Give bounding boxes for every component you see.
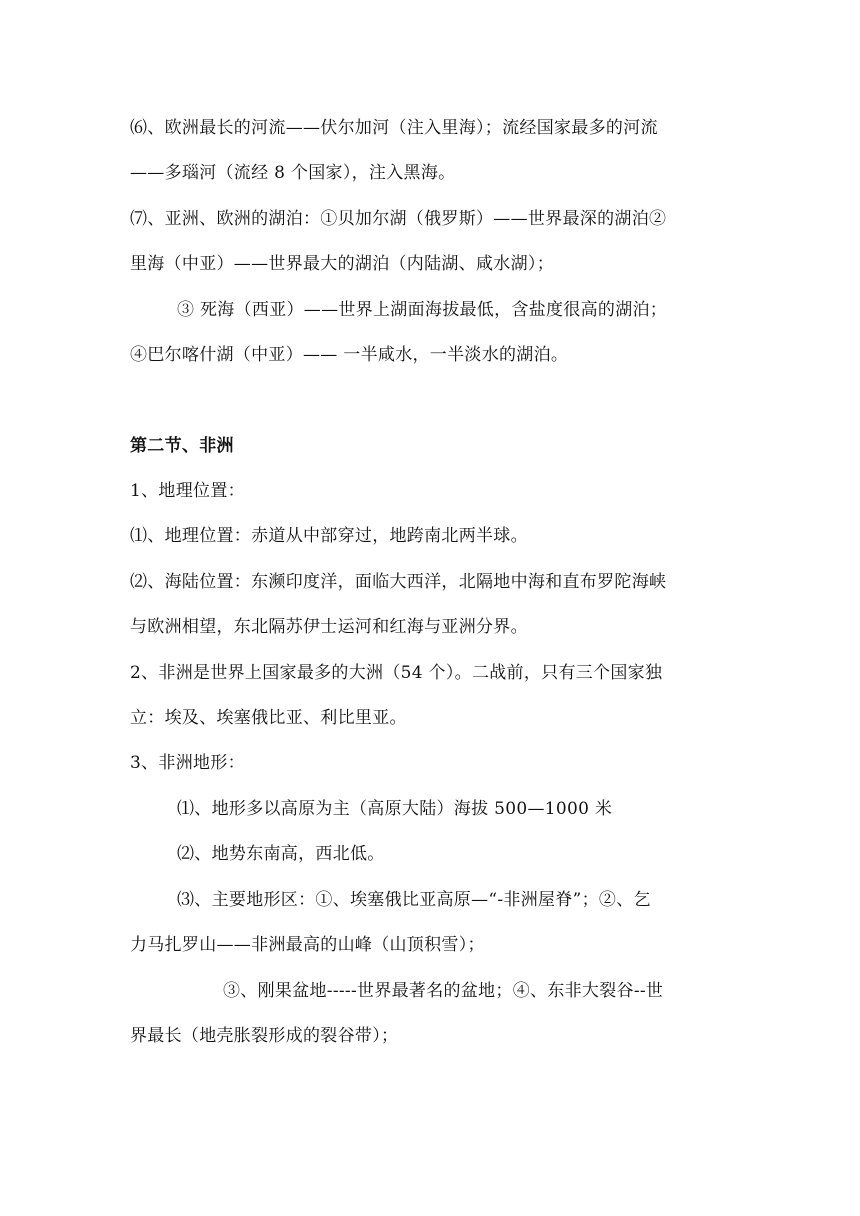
africa-s3-title: 3、非洲地形：: [130, 753, 245, 773]
africa-s1-p2-line1: ⑵、海陆位置：东濒印度洋，面临大西洋，北隔地中海和直布罗陀海峡: [130, 572, 667, 592]
africa-s3-p3-line4: 界最长（地壳胀裂形成的裂谷带）；: [130, 1026, 399, 1046]
europe-item6-line1: ⑹、欧洲最长的河流——伏尔加河（注入里海）；流经国家最多的河流: [130, 118, 658, 138]
europe-item7-line4: ④巴尔喀什湖（中亚）—— 一半咸水，一半淡水的湖泊。: [130, 345, 569, 365]
africa-s2-line2: 立：埃及、埃塞俄比亚、利比里亚。: [130, 708, 407, 728]
africa-s3-p3-line1: ⑶、主要地形区：①、埃塞俄比亚高原—“-非洲屋脊”；②、乞: [177, 890, 651, 910]
section-heading-africa: 第二节、非洲: [130, 436, 234, 456]
africa-s3-p3-line2: 力马扎罗山——非洲最高的山峰（山顶积雪）；: [130, 935, 485, 955]
europe-item7-line2: 里海（中亚）——世界最大的湖泊（内陆湖、咸水湖）；: [130, 254, 554, 274]
africa-s1-p1: ⑴、地理位置：赤道从中部穿过，地跨南北两半球。: [130, 526, 528, 546]
africa-s3-p2: ⑵、地势东南高，西北低。: [177, 844, 385, 864]
europe-item7-line1: ⑺、亚洲、欧洲的湖泊：①贝加尔湖（俄罗斯）——世界最深的湖泊②: [130, 209, 667, 229]
africa-s1-p2-line2: 与欧洲相望，东北隔苏伊士运河和红海与亚洲分界。: [130, 617, 528, 637]
africa-s3-p3-line3: ③、刚果盆地-----世界最著名的盆地；④、东非大裂谷--世: [223, 981, 664, 1001]
europe-item7-line3: ③ 死海（西亚）——世界上湖面海拔最低，含盐度很高的湖泊；: [177, 300, 668, 320]
africa-s2-line1: 2、非洲是世界上国家最多的大洲（54 个）。二战前，只有三个国家独: [130, 663, 663, 683]
europe-item6-line2: ——多瑙河（流经 8 个国家），注入黑海。: [130, 163, 456, 183]
africa-s1-title: 1、地理位置：: [130, 481, 245, 501]
africa-s3-p1: ⑴、地形多以高原为主（高原大陆）海拔 500—1000 米: [177, 799, 613, 819]
